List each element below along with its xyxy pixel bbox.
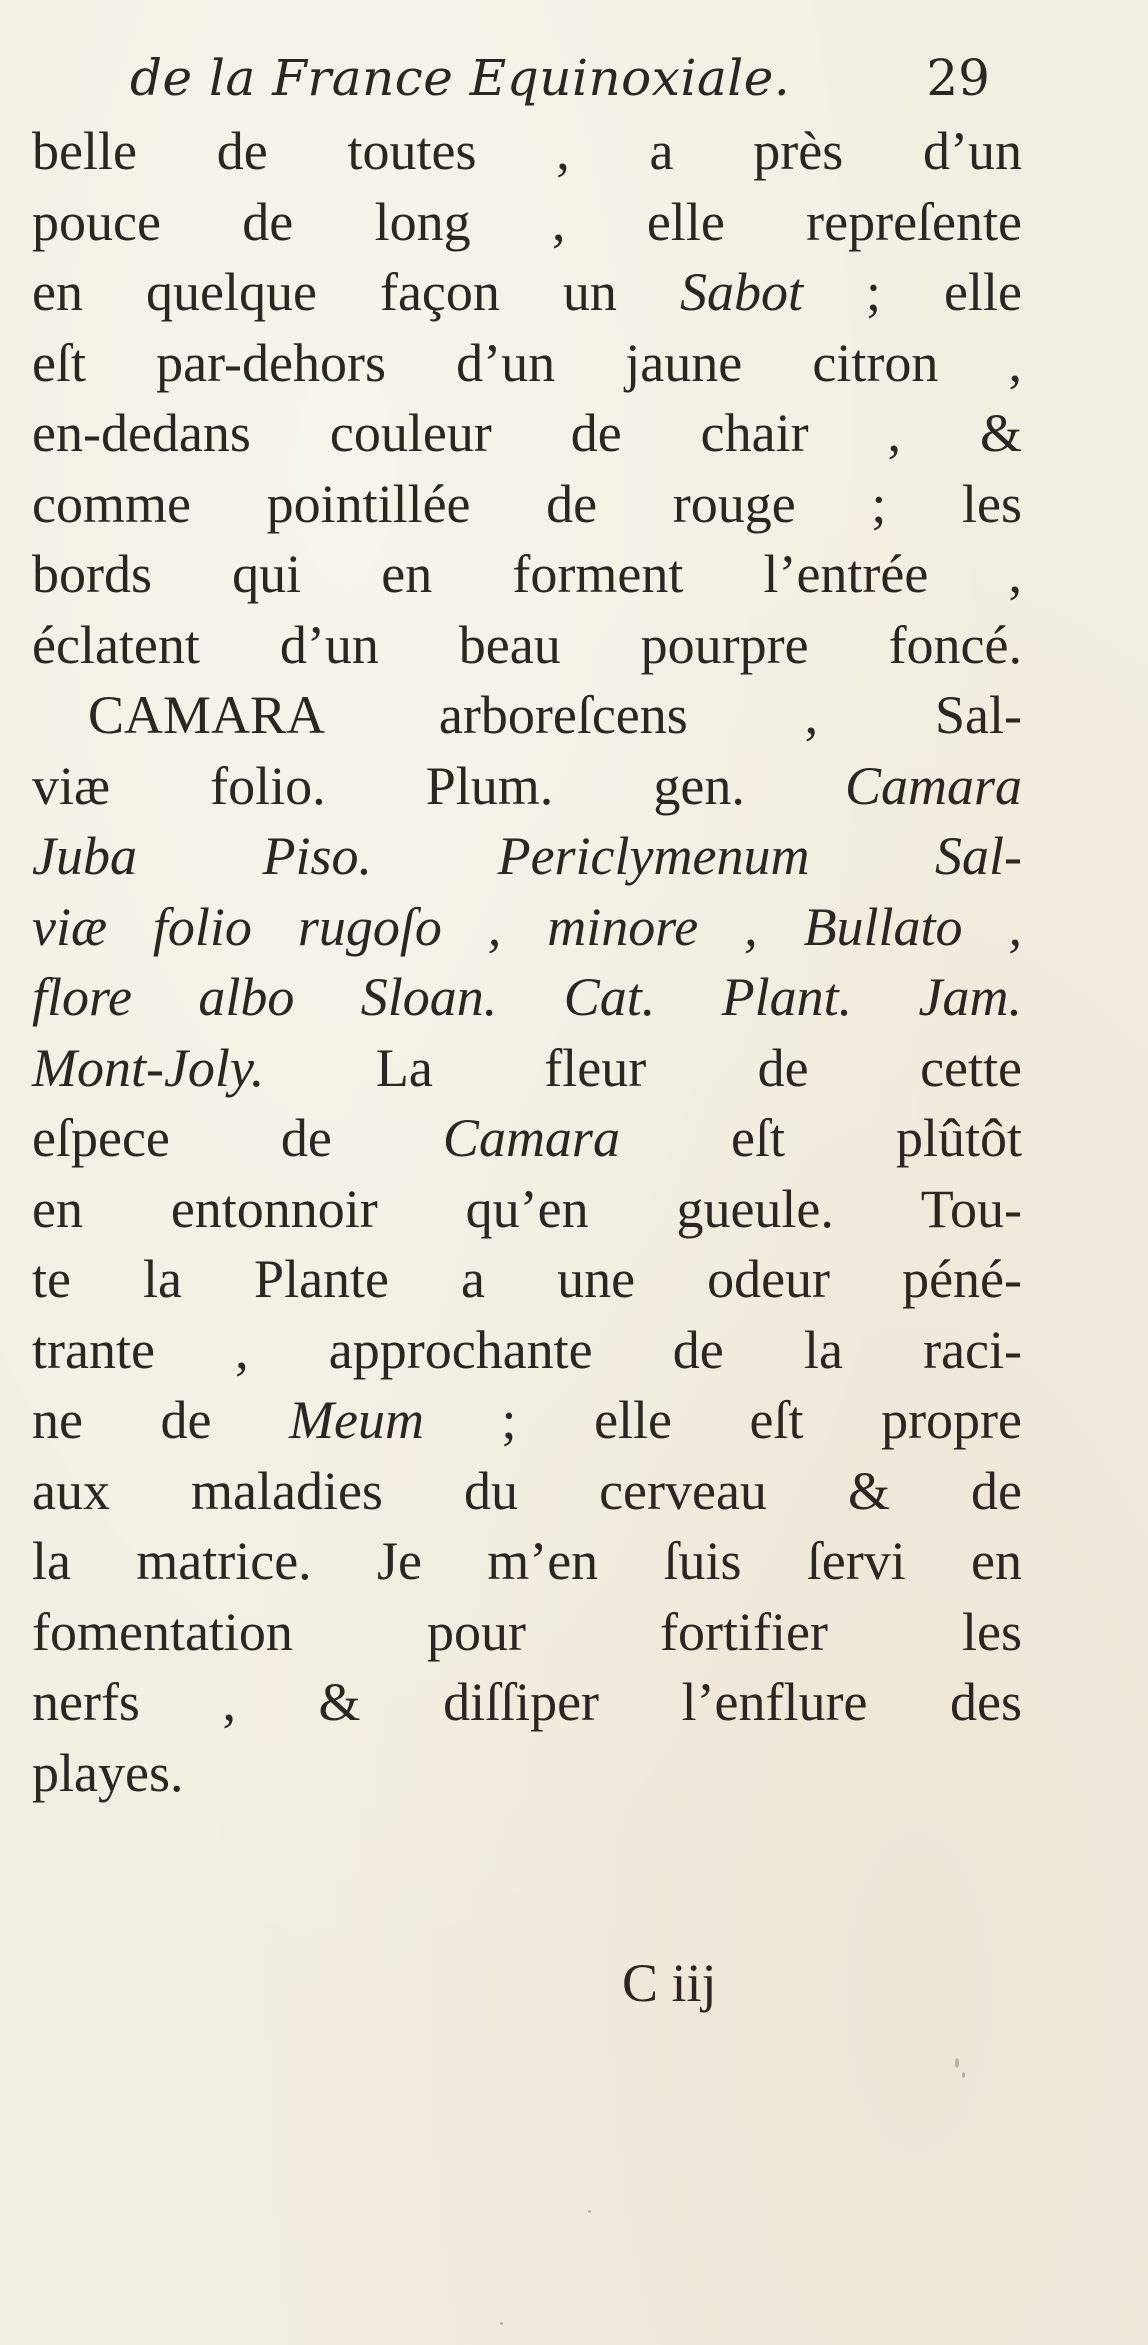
text-line: en-dedans couleur de chair , & (32, 403, 1022, 463)
text-line: comme pointillée de rouge ; les (32, 473, 1022, 534)
text-line: eſpece de Camara eſt plûtôt (32, 1108, 1023, 1168)
italic-term: Meum (289, 1390, 424, 1450)
text-line (32, 892, 1022, 963)
page-header (130, 42, 990, 114)
text-line: eſt par-dehors d’un jaune citron , (32, 332, 1022, 393)
text-line: fomentation pour fortifier les (32, 1601, 1022, 1662)
running-head: de la France Equinoxiale. (130, 49, 791, 107)
text-line: Mont-Joly. La fleur de cette (32, 1037, 1022, 1098)
italic-term: Sabot (679, 262, 803, 322)
text-line: en quelque façon un Sabot ; elle (32, 262, 1022, 322)
text-line: ne de Meum ; elle eſt propre (32, 1390, 1023, 1450)
text-line: bords qui en forment l’entrée , (32, 544, 1022, 604)
paper-speck (500, 2322, 503, 2325)
text-line: te la Plante a une odeur péné- (32, 1249, 1022, 1309)
text-line: aux maladies du cerveau & de (32, 1460, 1022, 1521)
text-line: playes. (32, 1742, 184, 1803)
signature-mark: C iij (622, 1953, 717, 2013)
body-text (32, 116, 1022, 1808)
italic-term: Mont-Joly. (32, 1037, 265, 1098)
italic-term: Juba Piso. Periclymenum Sal- (32, 826, 1022, 886)
text-line (32, 962, 1022, 1033)
text-line: belle de toutes , a près d’un (32, 121, 1022, 181)
text-line: éclatent d’un beau pourpre foncé. (32, 614, 1022, 675)
paper-speck (962, 2072, 965, 2078)
text-line: nerfs , & diſſiper l’enflure des (32, 1672, 1022, 1732)
text-line: trante , approchante de la raci- (32, 1319, 1022, 1380)
italic-term: Camara (442, 1108, 620, 1168)
text-line: en entonnoir qu’en gueule. Tou- (32, 1178, 1022, 1239)
italic-term: flore albo Sloan. Cat. Plant. Jam. (32, 967, 1022, 1027)
text-line: pouce de long , elle repreſente (32, 191, 1022, 252)
text-line: viæ folio. Plum. gen. Camara (32, 755, 1022, 816)
paper-speck (588, 2210, 591, 2213)
text-line (32, 821, 1022, 892)
text-line: la matrice. Je m’en ſuis ſervi en (32, 1531, 1022, 1591)
italic-term: Camara (844, 755, 1022, 816)
italic-term: viæ folio rugoſo , minore , Bullato , (32, 896, 1022, 957)
paper-speck (955, 2058, 959, 2068)
page-number: 29 (926, 49, 990, 107)
text-line: CAMARA arboreſcens , Sal- (88, 685, 1022, 745)
